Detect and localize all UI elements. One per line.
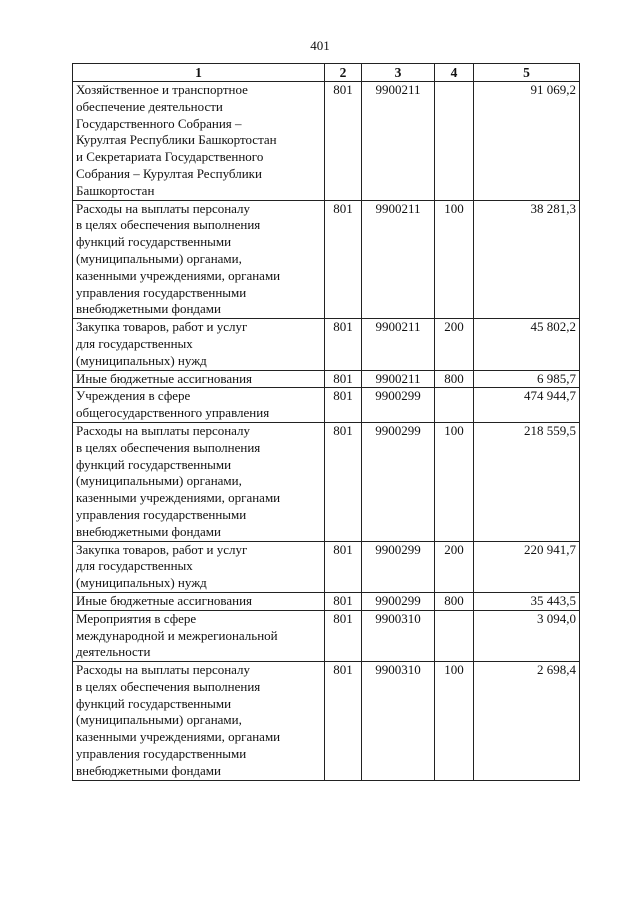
amount: 2 698,4 — [474, 662, 580, 781]
description-line: для государственных — [76, 558, 193, 574]
table-row — [73, 541, 580, 592]
description-line: функций государственными — [76, 456, 232, 472]
description-line: в целях обеспечения выполнения — [76, 678, 261, 694]
row-description — [73, 592, 325, 610]
row-description — [73, 422, 325, 541]
table-row — [73, 422, 580, 541]
target-article-code: 9900211 — [362, 370, 435, 388]
description-line: Расходы на выплаты персоналу — [76, 422, 251, 438]
department-code: 801 — [325, 370, 362, 388]
description-line: (муниципальными) органами, — [76, 473, 242, 489]
amount: 6 985,7 — [474, 370, 580, 388]
expense-type-code: 100 — [435, 422, 474, 541]
description-line: Хозяйственное и транспортное — [76, 82, 248, 97]
description-line: управления государственными — [76, 746, 247, 762]
expense-type-code: 100 — [435, 200, 474, 319]
department-code: 801 — [325, 662, 362, 781]
description-line: Курултая Республики Башкортостан — [76, 132, 277, 148]
description-line: Расходы на выплаты персоналу — [76, 662, 251, 678]
table-row — [73, 82, 580, 201]
expense-type-code: 200 — [435, 541, 474, 592]
amount: 218 559,5 — [474, 422, 580, 541]
header-row — [73, 64, 580, 82]
row-description — [73, 370, 325, 388]
expense-type-code: 800 — [435, 592, 474, 610]
target-article-code: 9900299 — [362, 422, 435, 541]
target-article-code: 9900211 — [362, 82, 435, 201]
table-row — [73, 592, 580, 610]
description-line: функций государственными — [76, 234, 232, 250]
expense-type-code — [435, 82, 474, 201]
target-article-code: 9900299 — [362, 592, 435, 610]
expense-type-code: 100 — [435, 662, 474, 781]
row-description — [73, 541, 325, 592]
description-line: управления государственными — [76, 284, 247, 300]
header-col-1: 1 — [73, 64, 325, 82]
row-description — [73, 662, 325, 781]
target-article-code: 9900310 — [362, 610, 435, 661]
row-description — [73, 319, 325, 370]
department-code: 801 — [325, 592, 362, 610]
description-line: Закупка товаров, работ и услуг — [76, 319, 248, 335]
department-code: 801 — [325, 541, 362, 592]
table-row — [73, 319, 580, 370]
budget-table — [72, 63, 580, 781]
department-code: 801 — [325, 610, 362, 661]
target-article-code: 9900299 — [362, 388, 435, 423]
row-description — [73, 388, 325, 423]
description-line: внебюджетными фондами — [76, 523, 221, 539]
description-line: (муниципальными) органами, — [76, 712, 242, 728]
row-description — [73, 82, 325, 201]
description-line: (муниципальных) нужд — [76, 352, 207, 368]
header-col-5: 5 — [474, 64, 580, 82]
description-line: Расходы на выплаты персоналу — [76, 200, 251, 216]
department-code: 801 — [325, 319, 362, 370]
department-code: 801 — [325, 422, 362, 541]
description-line: внебюджетными фондами — [76, 762, 221, 778]
table-body — [73, 82, 580, 781]
description-line: казенными учреждениями, органами — [76, 267, 281, 283]
expense-type-code — [435, 388, 474, 423]
target-article-code: 9900299 — [362, 541, 435, 592]
header-col-2: 2 — [325, 64, 362, 82]
description-line: в целях обеспечения выполнения — [76, 439, 261, 455]
department-code: 801 — [325, 82, 362, 201]
amount: 91 069,2 — [474, 82, 580, 201]
description-line: функций государственными — [76, 695, 232, 711]
target-article-code: 9900211 — [362, 319, 435, 370]
target-article-code: 9900310 — [362, 662, 435, 781]
description-line: казенными учреждениями, органами — [76, 729, 281, 745]
description-line: (муниципальными) органами, — [76, 250, 242, 266]
expense-type-code: 200 — [435, 319, 474, 370]
description-line: в целях обеспечения выполнения — [76, 217, 261, 233]
table-row — [73, 200, 580, 319]
description-line: казенными учреждениями, органами — [76, 490, 281, 506]
table-row — [73, 662, 580, 781]
amount: 474 944,7 — [474, 388, 580, 423]
description-line: (муниципальных) нужд — [76, 575, 207, 591]
description-line: Мероприятия в сфере — [76, 610, 197, 626]
table-row — [73, 610, 580, 661]
description-line: и Секретариата Государственного — [76, 149, 264, 165]
amount: 38 281,3 — [474, 200, 580, 319]
description-line: международной и межрегиональной — [76, 627, 278, 643]
description-line: Иные бюджетные ассигнования — [76, 592, 253, 608]
table-row — [73, 388, 580, 423]
description-line: внебюджетными фондами — [76, 301, 221, 317]
row-description — [73, 200, 325, 319]
header-col-3: 3 — [362, 64, 435, 82]
description-line: Иные бюджетные ассигнования — [76, 370, 253, 386]
description-line: Закупка товаров, работ и услуг — [76, 541, 248, 557]
description-line: Учреждения в сфере — [76, 388, 191, 404]
header-col-4: 4 — [435, 64, 474, 82]
expense-type-code — [435, 610, 474, 661]
amount: 220 941,7 — [474, 541, 580, 592]
table-row — [73, 370, 580, 388]
page-number: 401 — [310, 38, 330, 53]
target-article-code: 9900211 — [362, 200, 435, 319]
description-line: управления государственными — [76, 506, 247, 522]
amount: 3 094,0 — [474, 610, 580, 661]
row-description — [73, 610, 325, 661]
department-code: 801 — [325, 200, 362, 319]
amount: 45 802,2 — [474, 319, 580, 370]
expense-type-code: 800 — [435, 370, 474, 388]
department-code: 801 — [325, 388, 362, 423]
description-line: обеспечение деятельности — [76, 98, 223, 114]
description-line: деятельности — [76, 644, 151, 660]
description-line: Башкортостан — [76, 182, 155, 198]
description-line: для государственных — [76, 335, 193, 351]
description-line: общегосударственного управления — [76, 405, 270, 421]
description-line: Собрания – Курултая Республики — [76, 165, 262, 181]
amount: 35 443,5 — [474, 592, 580, 610]
description-line: Государственного Собрания – — [76, 115, 242, 131]
